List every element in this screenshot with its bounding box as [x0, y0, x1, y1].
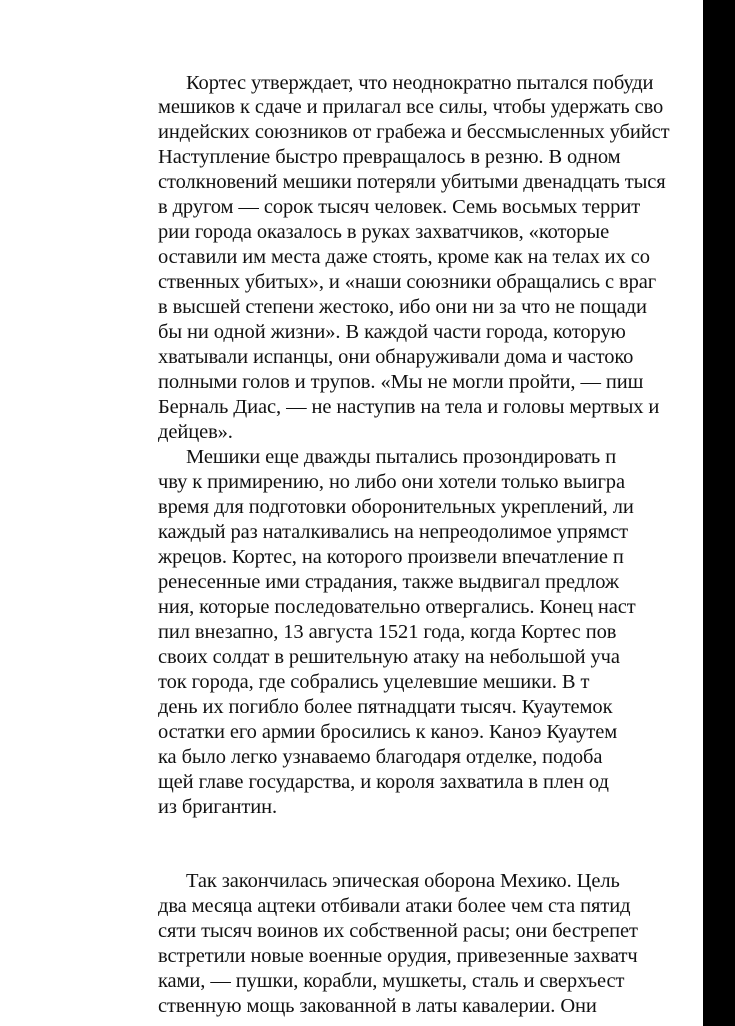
text-line: ния, которые последовательно отвергались. Конец наст	[158, 596, 636, 618]
text-line: Мешики еще дважды пытались прозондировать п	[186, 446, 617, 468]
text-line: время для подготовки оборонительных укреплений, ли	[158, 496, 634, 518]
text-line: ственную мощь закованной в латы кавалерии. Они	[158, 995, 597, 1017]
text-line: остатки его армии бросились к каноэ. Каноэ Куаутем	[158, 721, 618, 743]
text-line: каждый раз наталкивались на непреодолимое упрямст	[158, 521, 629, 543]
text-line: ками, — пушки, корабли, мушкеты, сталь и сверхъест	[158, 970, 625, 992]
text-line: в высшей степени жестоко, ибо они ни за что не пощади	[158, 296, 647, 318]
text-line: рии города оказалось в руках захватчиков, «которые	[158, 221, 610, 243]
text-line: встретили новые военные орудия, привезенные захватч	[158, 945, 638, 967]
scan-dark-edge	[703, 0, 735, 1026]
text-line: сяти тысяч воинов их собственной расы; они бестрепет	[158, 920, 638, 942]
text-line: день их погибло более пятнадцати тысяч. Куаутемок	[158, 696, 613, 718]
text-line: дейцев».	[158, 421, 233, 443]
text-line: мешиков к сдаче и прилагал все силы, чтобы удержать сво	[158, 96, 664, 118]
text-line: Наступление быстро превращалось в резню. В одном	[158, 146, 621, 168]
text-line: ренесенные ими страдания, также выдвигал предлож	[158, 571, 619, 593]
text-line: жрецов. Кортес, на которого произвели впечатление п	[158, 546, 624, 568]
text-line: Берналь Диас, — не наступив на тела и головы мертвых и	[158, 396, 660, 418]
text-line: пил внезапно, 13 августа 1521 года, когда Кортес пов	[158, 621, 617, 643]
text-line: полными голов и трупов. «Мы не могли пройти, — пиш	[158, 371, 644, 393]
text-line: индейских союзников от грабежа и бессмысленных убийст	[158, 121, 670, 143]
text-line: оставили им места даже стоять, кроме как на телах их со	[158, 246, 650, 268]
text-line: ка было легко узнаваемо благодаря отделке, подоба	[158, 746, 603, 768]
text-line: ственных убитых», и «наши союзники обращались с враг	[158, 271, 657, 293]
text-line: столкновений мешики потеряли убитыми двенадцать тыся	[158, 171, 666, 193]
text-line: своих солдат в решительную атаку на небольшой уча	[158, 646, 620, 668]
text-line: щей главе государства, и короля захватила в плен од	[158, 771, 609, 793]
text-line: Так закончилась эпическая оборона Мехико. Цель	[186, 870, 620, 892]
text-line: Кортес утверждает, что неоднократно пытался побуди	[186, 72, 654, 94]
text-line: чву к примирению, но либо они хотели только выигра	[158, 471, 625, 493]
text-line: ток города, где собрались уцелевшие мешики. В т	[158, 671, 590, 693]
text-line: в другом — сорок тысяч человек. Семь восьмых террит	[158, 196, 641, 218]
text-line: бы ни одной жизни». В каждой части города, которую	[158, 321, 626, 343]
text-line: из бригантин.	[158, 796, 278, 818]
text-line: хватывали испанцы, они обнаруживали дома и частоко	[158, 346, 634, 368]
text-line: два месяца ацтеки отбивали атаки более чем ста пятид	[158, 895, 631, 917]
